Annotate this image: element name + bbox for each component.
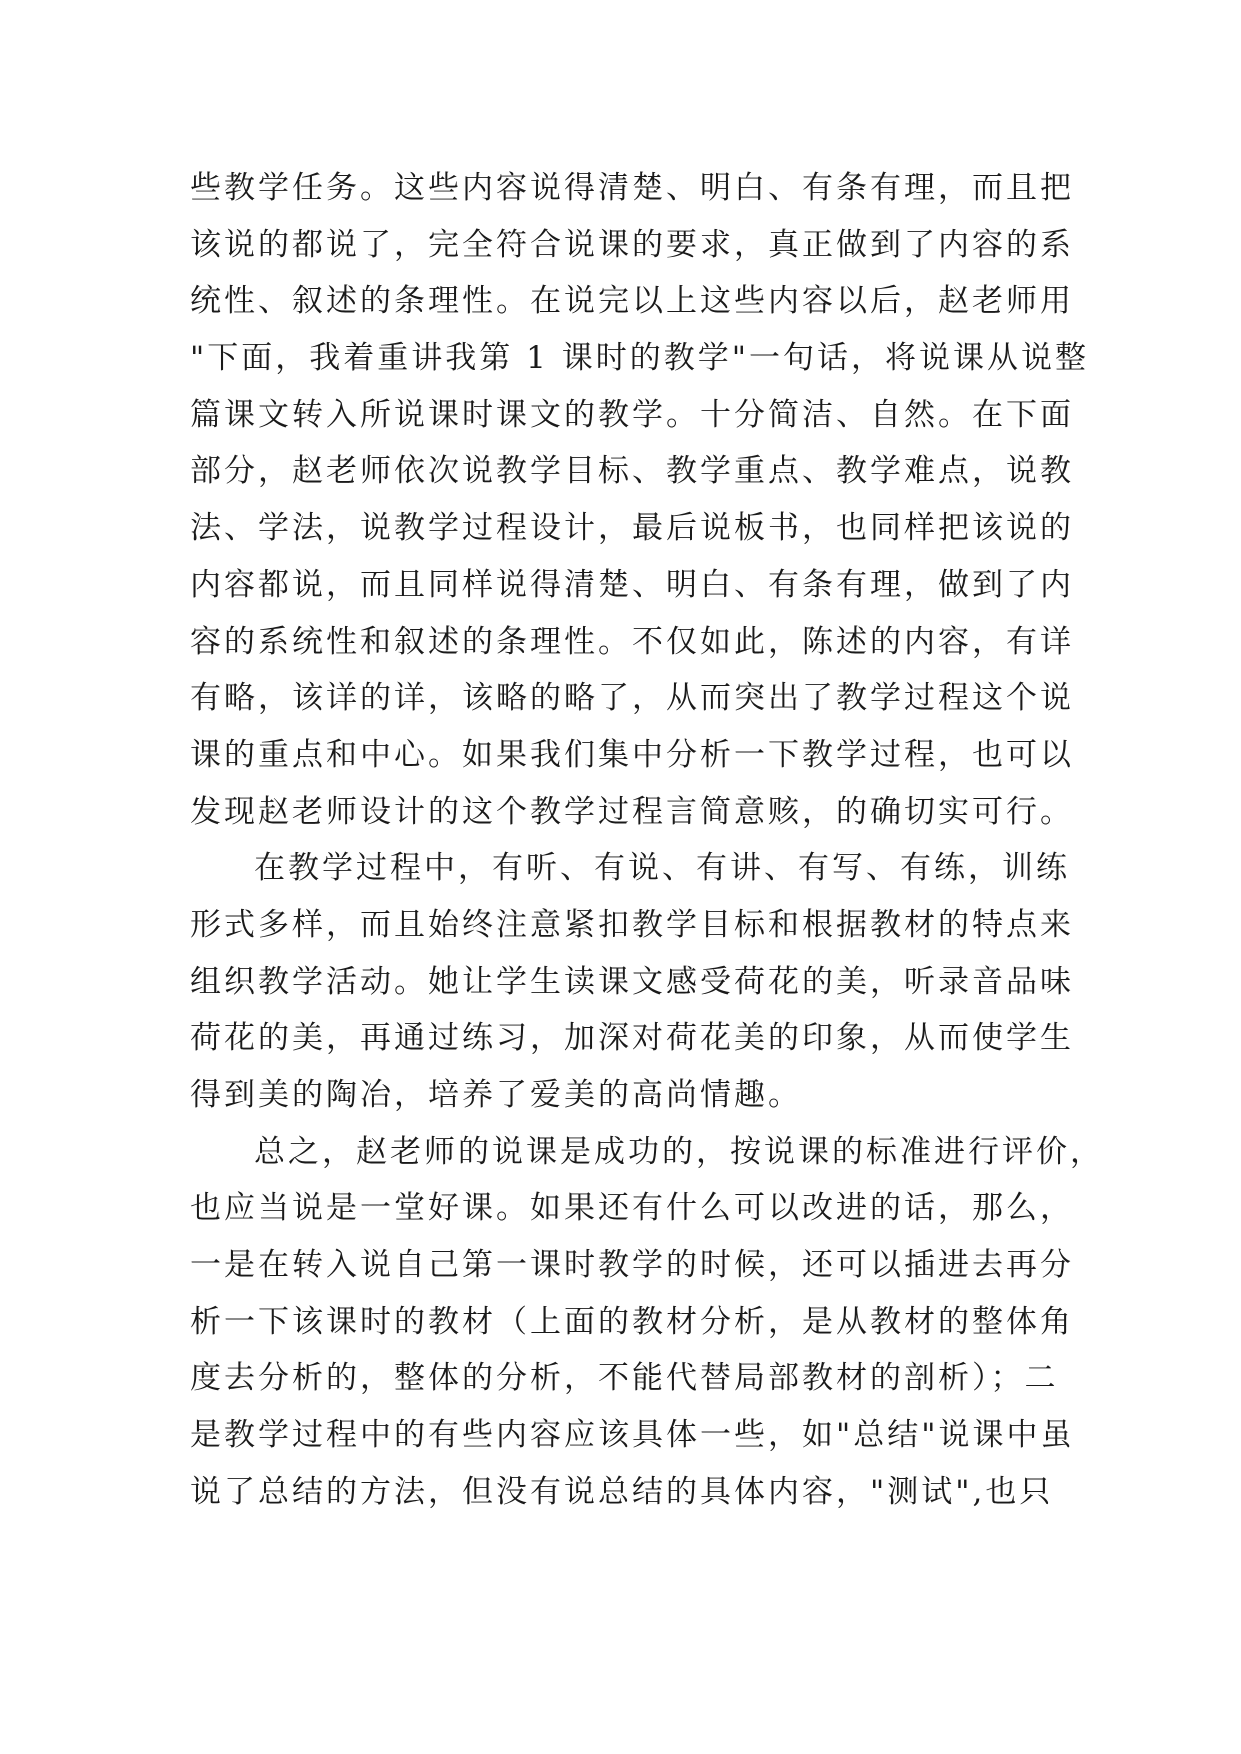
text-line: 度去分析的，整体的分析，不能代替局部教材的剖析）；二	[190, 1360, 1059, 1397]
text-line: 发现赵老师设计的这个教学过程言简意赅，的确切实可行。	[190, 793, 1074, 830]
text-line: 说了总结的方法，但没有说总结的具体内容，"测试",也只	[190, 1473, 1054, 1510]
text-line: 内容都说，而且同样说得清楚、明白、有条有理，做到了内	[190, 566, 1074, 603]
text-line: 组织教学活动。她让学生读课文感受荷花的美，听录音品味	[190, 963, 1074, 1000]
text-line: 析一下该课时的教材（上面的教材分析，是从教材的整体角	[190, 1303, 1074, 1340]
text-line: 也应当说是一堂好课。如果还有什么可以改进的话，那么，	[190, 1190, 1074, 1227]
text-line: 法、学法，说教学过程设计，最后说板书，也同样把该说的	[190, 510, 1074, 547]
text-line: 荷花的美，再通过练习，加深对荷花美的印象，从而使学生	[190, 1020, 1074, 1057]
text-line: 部分，赵老师依次说教学目标、教学重点、教学难点，说教	[190, 453, 1074, 490]
paragraph-start-line: 在教学过程中，有听、有说、有讲、有写、有练，训练	[254, 850, 1070, 887]
text-line: 是教学过程中的有些内容应该具体一些，如"总结"说课中虽	[190, 1417, 1075, 1454]
text-line: 统性、叙述的条理性。在说完以上这些内容以后，赵老师用	[190, 283, 1074, 320]
text-line: 得到美的陶冶，培养了爱美的高尚情趣。	[190, 1077, 802, 1113]
text-line: 一是在转入说自己第一课时教学的时候，还可以插进去再分	[190, 1247, 1074, 1284]
text-line: 该说的都说了，完全符合说课的要求，真正做到了内容的系	[190, 226, 1074, 263]
text-line: "下面，我着重讲我第 1 课时的教学"一句话，将说课从说整	[190, 340, 1089, 377]
text-line: 课的重点和中心。如果我们集中分析一下教学过程，也可以	[190, 736, 1074, 773]
text-line: 容的系统性和叙述的条理性。不仅如此，陈述的内容，有详	[190, 623, 1074, 660]
paragraph-start-line: 总之，赵老师的说课是成功的，按说课的标准进行评价，	[254, 1133, 1104, 1170]
text-line: 些教学任务。这些内容说得清楚、明白、有条有理，而且把	[190, 170, 1074, 206]
body-text	[190, 160, 1104, 1521]
text-line: 有略，该详的详，该略的略了，从而突出了教学过程这个说	[190, 680, 1074, 717]
text-line: 篇课文转入所说课时课文的教学。十分简洁、自然。在下面	[190, 396, 1074, 433]
text-line: 形式多样，而且始终注意紧扣教学目标和根据教材的特点来	[190, 906, 1074, 943]
